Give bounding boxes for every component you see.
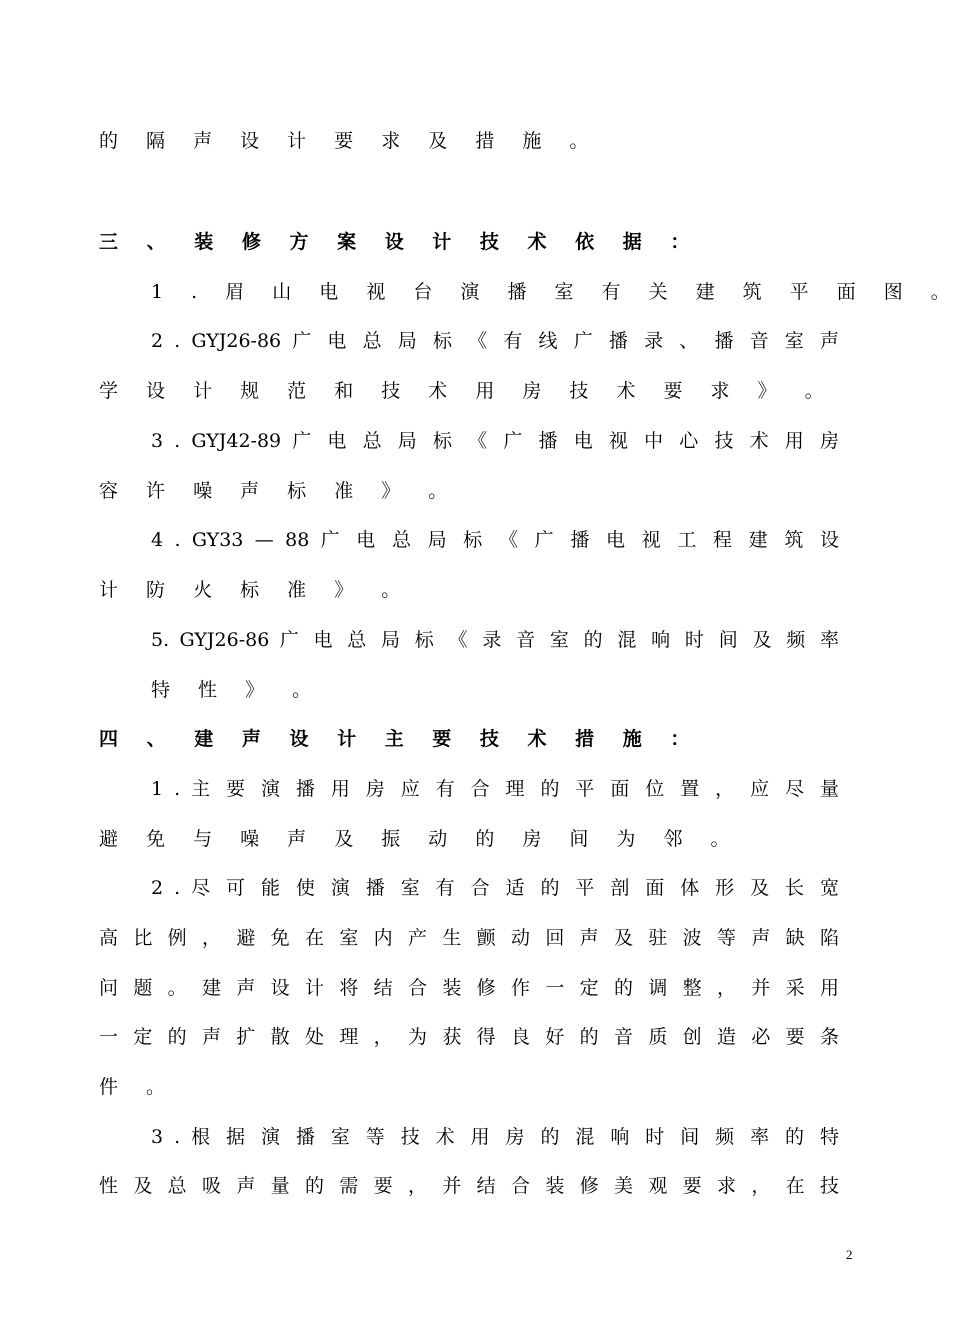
text-line: 问 题 。 建 声 设 计 将 结 合 装 修 作 一 定 的 调 整 ， 并 采 用: [99, 977, 839, 999]
text-line: 一 定 的 声 扩 散 处 理 ， 为 获 得 良 好 的 音 质 创 造 必 要 条: [99, 1026, 839, 1048]
list-item: 1 . 眉 山 电 视 台 演 播 室 有 关 建 筑 平 面 图 。: [151, 281, 961, 303]
section-heading: 三 、 装 修 方 案 设 计 技 术 依 据 ：: [99, 231, 701, 253]
list-item: 3 . 根 据 演 播 室 等 技 术 用 房 的 混 响 时 间 频 率 的 特: [151, 1126, 839, 1148]
page-number: 2: [846, 1247, 853, 1262]
text-line: 特 性 》 。: [151, 679, 323, 701]
text-line: 学 设 计 规 范 和 技 术 用 房 技 术 要 求 》 。: [99, 380, 835, 402]
text-line: 容 许 噪 声 标 准 》 。: [99, 480, 459, 502]
list-item: 4 . GY33 — 88 广 电 总 局 标 《 广 播 电 视 工 程 建 筑 设: [151, 529, 839, 551]
text-line: 性 及 总 吸 声 量 的 需 要 ， 并 结 合 装 修 美 观 要 求 ， 在 技: [99, 1175, 839, 1197]
text-line: 高 比 例 ， 避 免 在 室 内 产 生 颤 动 回 声 及 驻 波 等 声 缺 陷: [99, 927, 839, 949]
text-line: 避 免 与 噪 声 及 振 动 的 房 间 为 邻 。: [99, 828, 741, 850]
text-line: 件 。: [99, 1076, 177, 1098]
text-line: 的 隔 声 设 计 要 求 及 措 施 。: [99, 130, 600, 152]
section-heading: 四 、 建 声 设 计 主 要 技 术 措 施 ：: [99, 728, 701, 750]
list-item: 2 . 尽 可 能 使 演 播 室 有 合 适 的 平 剖 面 体 形 及 长 宽: [151, 877, 839, 899]
list-item: 2 . GYJ26-86 广 电 总 局 标 《 有 线 广 播 录 、 播 音 室 声: [151, 330, 839, 352]
list-item: 5. GYJ26-86 广 电 总 局 标 《 录 音 室 的 混 响 时 间 及 频 率: [151, 629, 839, 651]
text-line: 计 防 火 标 准 》 。: [99, 579, 412, 601]
list-item: 1 . 主 要 演 播 用 房 应 有 合 理 的 平 面 位 置 ， 应 尽 量: [151, 778, 839, 800]
list-item: 3 . GYJ42-89 广 电 总 局 标 《 广 播 电 视 中 心 技 术 用 房: [151, 430, 839, 452]
